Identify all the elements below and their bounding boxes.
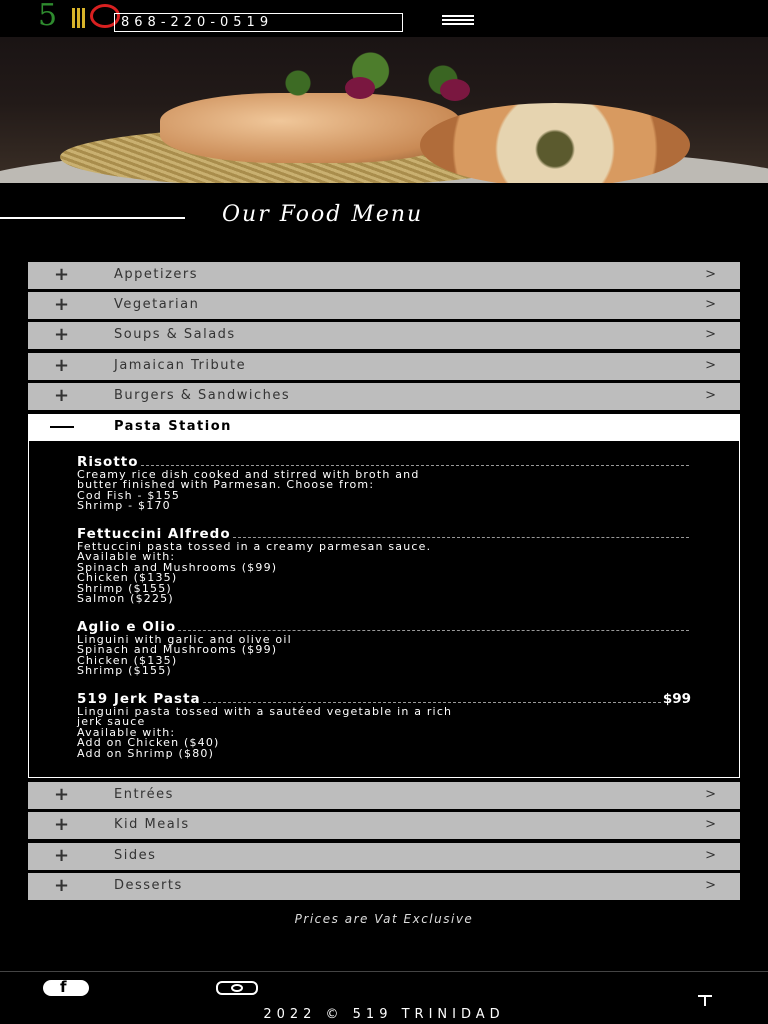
accordion-label: Entrées <box>114 787 174 802</box>
dot-leader <box>141 465 689 466</box>
minus-icon <box>50 426 74 428</box>
dot-leader <box>178 630 689 631</box>
chevron-right-icon: > <box>705 787 716 802</box>
footer-rule <box>0 971 768 972</box>
plus-icon: + <box>54 814 70 835</box>
menu-item-description: Available with: <box>77 725 176 739</box>
logo-five: 5 <box>38 0 58 33</box>
hero-image <box>0 37 768 183</box>
menu-item-name: Fettuccini Alfredo <box>77 526 231 542</box>
plus-icon: + <box>54 355 70 376</box>
menu-item-description: Linguini pasta tossed with a sautéed vegetable in a rich <box>77 705 453 718</box>
chicken-roll <box>420 103 690 183</box>
menu-item <box>77 454 691 512</box>
accordion-vegetarian[interactable] <box>28 292 740 319</box>
accordion-desserts[interactable] <box>28 873 740 900</box>
instagram-icon[interactable] <box>216 981 258 995</box>
accordion-soups-salads[interactable] <box>28 322 740 349</box>
accordion-pasta-station[interactable] <box>28 414 740 441</box>
menu-item-header <box>77 454 691 470</box>
chevron-right-icon: > <box>705 267 716 282</box>
chevron-right-icon: > <box>705 327 716 342</box>
accordion-label: Vegetarian <box>114 297 200 312</box>
menu-item-header <box>77 526 691 542</box>
menu-item-description: Linguini with garlic and olive oil <box>77 633 292 646</box>
menu-item-description: Salmon ($225) <box>77 592 174 606</box>
accordion-label: Kid Meals <box>114 817 190 832</box>
menu-item-name: Aglio e Olio <box>77 619 177 635</box>
hamburger-icon[interactable] <box>442 15 474 29</box>
plus-icon: + <box>54 784 70 805</box>
accordion-jamaican-tribute[interactable] <box>28 353 740 380</box>
accordion-label: Appetizers <box>114 267 199 282</box>
menu-item-description: Fettuccini pasta tossed in a creamy parmesan sauce. <box>77 540 432 553</box>
accordion-burgers-sandwiches[interactable] <box>28 383 740 410</box>
menu-item-name: 519 Jerk Pasta <box>77 691 201 707</box>
arrow-up-icon[interactable] <box>692 994 718 1008</box>
menu-item-description: Spinach and Mushrooms ($99) <box>77 560 278 574</box>
dot-leader <box>233 537 689 538</box>
accordion-kid-meals[interactable] <box>28 812 740 839</box>
accordion-label: Pasta Station <box>114 419 232 434</box>
menu-item <box>77 619 691 677</box>
flower-garnish <box>345 77 375 99</box>
copyright: 2022 © 519 TRINIDAD <box>263 1007 505 1022</box>
logo-bars <box>72 8 86 28</box>
chevron-right-icon: > <box>705 848 716 863</box>
menu-item-header <box>77 619 691 635</box>
chevron-right-icon: > <box>705 388 716 403</box>
menu-item-header <box>77 691 691 707</box>
accordion-entr-es[interactable] <box>28 782 740 809</box>
accordion-label: Jamaican Tribute <box>114 358 247 373</box>
plus-icon: + <box>54 294 70 315</box>
plus-icon: + <box>54 264 70 285</box>
menu-item-description: Shrimp - $170 <box>77 499 171 513</box>
menu-item-name: Risotto <box>77 454 139 470</box>
menu-item-description: Shrimp ($155) <box>77 664 172 678</box>
menu-item-description: jerk sauce <box>77 715 146 729</box>
menu-item-description: Add on Chicken ($40) <box>77 736 220 750</box>
site-header <box>0 0 768 38</box>
flower-garnish <box>440 79 470 101</box>
menu-item-description: Creamy rice dish cooked and stirred with broth and <box>77 468 420 481</box>
heading-rule <box>0 217 185 219</box>
accordion-sides[interactable] <box>28 843 740 870</box>
menu-item <box>77 691 691 759</box>
accordion-label: Desserts <box>114 878 183 893</box>
accordion-label: Burgers & Sandwiches <box>114 388 291 403</box>
plus-icon: + <box>54 324 70 345</box>
plus-icon: + <box>54 875 70 896</box>
menu-item-description: Cod Fish - $155 <box>77 488 181 502</box>
plus-icon: + <box>54 845 70 866</box>
menu-item-description: Chicken ($135) <box>77 571 178 585</box>
pasta-station-panel <box>28 441 740 778</box>
vat-note: Prices are Vat Exclusive <box>294 912 474 926</box>
plus-icon: + <box>54 385 70 406</box>
accordion-appetizers[interactable] <box>28 262 740 289</box>
menu-item <box>77 526 691 604</box>
phone-box[interactable] <box>114 13 403 32</box>
dot-leader <box>203 702 661 703</box>
menu-item-description: Spinach and Mushrooms ($99) <box>77 643 278 657</box>
menu-item-description: Chicken ($135) <box>77 653 178 667</box>
herb-garnish <box>240 47 530 107</box>
menu-heading: Our Food Menu <box>222 202 424 227</box>
menu-item-description: Add on Shrimp ($80) <box>77 746 215 760</box>
chevron-right-icon: > <box>705 358 716 373</box>
chevron-right-icon: > <box>705 297 716 312</box>
menu-item-description: butter finished with Parmesan. Choose from: <box>77 478 375 492</box>
chevron-right-icon: > <box>705 878 716 893</box>
accordion-label: Sides <box>114 848 157 863</box>
phone-number[interactable]: 868-220-0519 <box>121 15 274 30</box>
chevron-right-icon: > <box>705 817 716 832</box>
facebook-icon[interactable]: f <box>43 980 89 996</box>
menu-item-description: Available with: <box>77 550 176 564</box>
menu-item-description: Shrimp ($155) <box>77 581 172 595</box>
menu-item-price: $99 <box>662 691 691 707</box>
accordion-label: Soups & Salads <box>114 327 236 342</box>
